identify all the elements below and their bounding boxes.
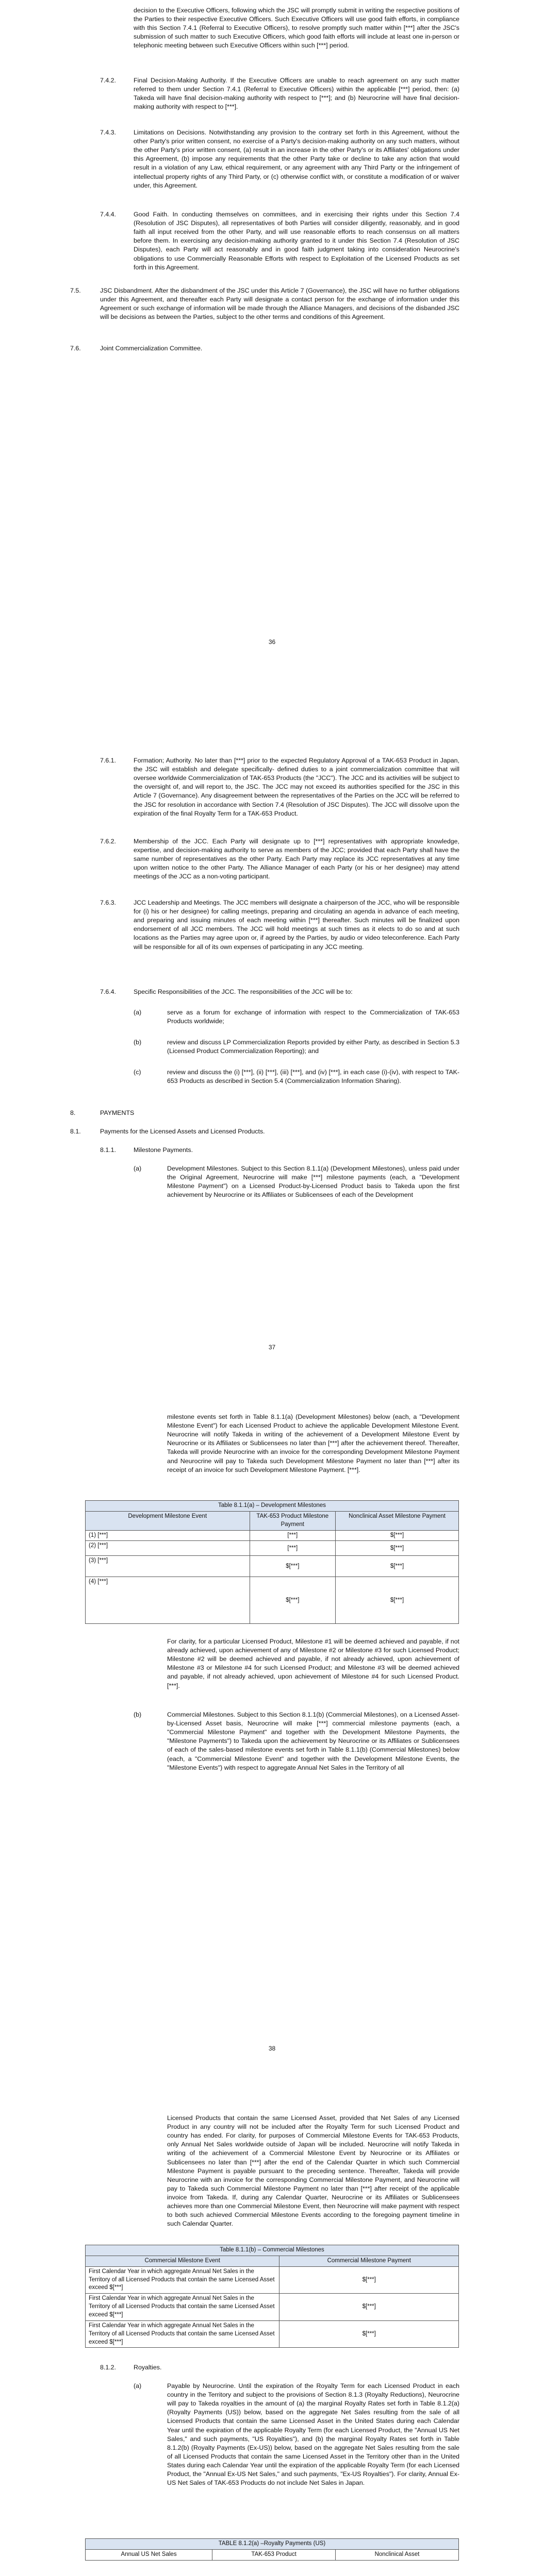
- section-7-6-2: Membership of the JCC. Each Party will designate up to [***] representatives with appropriate knowledge, expertise, and decision-making authority to serve as members of the JCC; provided that each Party shall have the same number of representatives as the other Party. Each Party may replace its JCC representatives at any time upon written notice to the other Party. The Alliance Manager of each Party (or his or her designee) may attend meetings of the JCC as a non-voting participant.: [134, 838, 459, 880]
- table-cell: $[***]: [279, 2320, 459, 2348]
- table-cell: (4) [***]: [86, 1577, 250, 1624]
- table-row: [86, 1541, 459, 1556]
- section-number: 7.6.4.: [100, 988, 117, 995]
- column-header: TAK-653 Product: [212, 2549, 336, 2560]
- table-row: [86, 1577, 459, 1624]
- section-8-1-1-b-continuation: Licensed Products that contain the same Licensed Asset, provided that Net Sales of any Licensed Product in any country will not be included after the Royalty Term for such Licensed Product and country has ended. For clarity, for purposes of Commercial Milestone Events for TAK-653 Products, only Annual Net Sales worldwide outside of Japan will be included. Neurocrine will notify Takeda in writing of the achievement of a Commercial Milestone Event by Neurocrine or its Affiliates or Sublicensees no later than [***] after the end of the Calendar Quarter in which such Commercial Milestone Payment is payable pursuant to the preceding sentence. Thereafter, Takeda will provide Neurocrine with an invoice for the corresponding Commercial Milestone Payment, and Neurocrine will pay to Takeda such Commercial Milestone Payment no later than [***] after receipt of the applicable invoice from Takeda. If, during any Calendar Quarter, Neurocrine or its Affiliates or Sublicensees achieves more than one Commercial Milestone Event, then Neurocrine will make payment with respect to both such achieved Commercial Milestone Events according to the foregoing payment timeline in such Calendar Quarter.: [167, 2114, 459, 2228]
- column-header: Nonclinical Asset: [336, 2549, 459, 2560]
- table-row: [86, 1530, 459, 1541]
- table-cell: First Calendar Year in which aggregate Annual Net Sales in the Territory of all Licensed Products that contain the same Licensed Asset exceed $[***]: [86, 2320, 279, 2348]
- column-header: TAK-653 Product Milestone Payment: [250, 1511, 336, 1530]
- table-row: [86, 2266, 459, 2294]
- item-number: (b): [134, 1711, 142, 1718]
- table-cell: $[***]: [279, 2294, 459, 2321]
- table-cell: [***]: [250, 1530, 336, 1541]
- page-number: 37: [268, 1344, 276, 1351]
- section-7-5: JSC Disbandment. After the disbandment of the JSC under this Article 7 (Governance), the JSC will have no further obligations under this Agreement, and thereafter each Party will designate a contact person for the exchange of information under this Agreement or such exchange of information will be made through the Alliance Managers, and decisions of the disbanded JSC will be decisions as between the Parties, subject to the other terms and conditions of this Agreement.: [100, 287, 459, 321]
- table-cell: (1) [***]: [86, 1530, 250, 1541]
- table-row: [86, 2320, 459, 2348]
- document-page-38: [0, 1406, 544, 2110]
- document-page-39: [0, 2110, 544, 2576]
- article-8-heading: PAYMENTS: [100, 1109, 135, 1116]
- column-header: Commercial Milestone Payment: [279, 2256, 459, 2266]
- page-number: 38: [268, 2045, 276, 2052]
- table-cell: $[***]: [336, 1541, 459, 1556]
- table-caption: Table 8.1.1(b) – Commercial Milestones: [86, 2245, 459, 2256]
- item-number: (a): [134, 1009, 142, 1016]
- section-number: 8.1.: [70, 1128, 81, 1135]
- column-header: Commercial Milestone Event: [86, 2256, 279, 2266]
- milestone-clarification: For clarity, for a particular Licensed Product, Milestone #1 will be deemed achieved and payable, if not already achieved, upon achievement of any of Milestone #2 or Milestone #3 for such Licensed Product; Milestone #2 will be deemed achieved and payable, if not already achieved, upon achievement of Milestone #3 or Milestone #4 for such Licensed Product; and Milestone #3 will be deemed achieved and payable, if not already achieved, upon achievement of Milestone #4 for such Licensed Product. [***].: [167, 1638, 459, 1689]
- section-number: 7.4.2.: [100, 77, 117, 84]
- table-cell: $[***]: [336, 1530, 459, 1541]
- section-number: 8.1.1.: [100, 1146, 117, 1154]
- table-row: [86, 1556, 459, 1577]
- section-8-1-1-heading: Milestone Payments.: [134, 1146, 193, 1154]
- section-7-4-2: Final Decision-Making Authority. If the Executive Officers are unable to reach agreement on any such matter referred to them under Section 7.4.1 (Referral to Executive Officers) within the applicable [***] period, then: (a) Takeda will have final decision-making authority with respect to [***]; and (b) Neurocrine will have final decision-making authority with respect to [***].: [134, 77, 459, 111]
- item-number: (a): [134, 2382, 142, 2389]
- document-page-37: [0, 703, 544, 1406]
- column-header: Annual US Net Sales: [86, 2549, 212, 2560]
- section-number: 7.6.3.: [100, 899, 117, 906]
- table-commercial-milestones: [85, 2245, 459, 2348]
- item-number: (c): [134, 1069, 141, 1076]
- section-7-6-heading: Joint Commercialization Committee.: [100, 345, 203, 352]
- section-number: 7.5.: [70, 287, 81, 294]
- table-cell: $[***]: [250, 1556, 336, 1577]
- document-page-36: [0, 0, 544, 703]
- section-7-4-4: Good Faith. In conducting themselves on committees, and in exercising their rights under this Section 7.4 (Resolution of JSC Disputes), all representatives of both Parties will consider diligently, reasonably, and in good faith all input received from the other Party, and will use reasonable efforts to reach consensus on all matters before them. In exercising any decision-making authority granted to it under this Section 7.4 (Resolution of JSC Disputes), each Party will act reasonably and in good faith judgment taking into consideration Neurocrine's obligations to use Commercially Reasonable Efforts with respect to Exploitation of the Licensed Products as set forth in this Agreement.: [134, 211, 459, 271]
- table-cell: $[***]: [336, 1556, 459, 1577]
- jcc-responsibility-a: serve as a forum for exchange of information with respect to the Commercialization of TAK-653 Products worldwide;: [167, 1009, 459, 1025]
- section-number: 8.: [70, 1109, 76, 1116]
- section-8-1-1-a-continuation: milestone events set forth in Table 8.1.1(a) (Development Milestones) below (each, a "Development Milestone Event") for each Licensed Product to achieve the applicable Development Milestone Event. Neurocrine will notify Takeda in writing of the achievement of a Development Milestone Event by Neurocrine or its Affiliates or Sublicensees no later than [***] after the achievement thereof. Thereafter, Takeda will provide Neurocrine with an invoice for the corresponding Development Milestone Payment and Neurocrine will pay to Takeda such Development Milestone Payment no later than [***] after its receipt of an invoice for such Development Milestone Payment. [***].: [167, 1413, 459, 1473]
- jcc-responsibility-b: review and discuss LP Commercialization Reports provided by either Party, as described in Section 5.3 (Licensed Product Commercialization Reporting); and: [167, 1039, 459, 1055]
- section-7-6-1: Formation; Authority. No later than [***] prior to the expected Regulatory Approval of a TAK-653 Product in Japan, the JSC will establish and delegate specifically- defined duties to a joint commercialization committee that will oversee worldwide Commercialization of TAK-653 Products (the "JCC"). The JCC and its activities will be subject to the oversight of, and will report to, the JSC. The JCC may not exceed its authorities specified for the JSC in this Article 7 (Governance). Any disagreement between the representatives of the Parties on the JCC will be referred to the JSC for resolution in accordance with Section 7.4 (Resolution of JSC Disputes). The JCC will dissolve upon the expiration of the final Royalty Term for a TAK-653 Product.: [134, 757, 459, 817]
- section-number: 7.4.3.: [100, 129, 117, 136]
- item-number: (a): [134, 1165, 142, 1172]
- table-cell: First Calendar Year in which aggregate Annual Net Sales in the Territory of all Licensed Products that contain the same Licensed Asset exceed $[***]: [86, 2266, 279, 2294]
- table-cell: $[***]: [250, 1577, 336, 1624]
- section-number: 7.4.4.: [100, 211, 117, 218]
- item-number: (b): [134, 1039, 142, 1046]
- section-8-1-2-a: Payable by Neurocrine. Until the expiration of the Royalty Term for each Licensed Product in each country in the Territory and subject to the provisions of Section 8.1.3 (Royalty Reductions), Neurocrine will pay to Takeda royalties in the amount of (a) the marginal Royalty Rates set forth in Table 8.1.2(a) (Royalty Payments (US)) below, based on the aggregate Net Sales resulting from the sale of all Licensed Products that contain the same Licensed Asset in the United States during each Calendar Year until the expiration of the applicable Royalty Term (for each Licensed Product, the "Annual US Net Sales," and such payments, "US Royalties"), and (b) the marginal Royalty Rates set forth in Table 8.1.2(b) (Royalty Payments (Ex-US)) below, based on the aggregate Net Sales resulting from the sale of all Licensed Products that contain the same Licensed Asset in the Territory other than in the United States during each Calendar Year until the expiration of the applicable Royalty Term (for each Licensed Product, the "Annual Ex-US Net Sales," and such payments, "Ex-US Royalties"). For clarity, Annual Ex-US Net Sales of TAK-653 Products do not include Net Sales in Japan.: [167, 2382, 459, 2487]
- table-royalty-payments-us: [85, 2538, 459, 2561]
- table-caption: Table 8.1.1(a) – Development Milestones: [86, 1501, 459, 1512]
- table-cell: [***]: [250, 1541, 336, 1556]
- table-cell: (2) [***]: [86, 1541, 250, 1556]
- section-number: 8.1.2.: [100, 2364, 117, 2371]
- section-number: 7.6.1.: [100, 757, 117, 764]
- column-header: Nonclinical Asset Milestone Payment: [336, 1511, 459, 1530]
- table-cell: $[***]: [279, 2266, 459, 2294]
- column-header: Development Milestone Event: [86, 1511, 250, 1530]
- section-number: 7.6.: [70, 345, 81, 352]
- table-caption: TABLE 8.1.2(a) –Royalty Payments (US): [86, 2539, 459, 2550]
- section-8-1-1-b: Commercial Milestones. Subject to this Section 8.1.1(b) (Commercial Milestones), on a Licensed Asset-by-Licensed Asset basis, Neurocrine will make [***] commercial milestone payments (each, a "Commercial Milestone Payment" and together with the Development Milestone Payments, the "Milestone Payments") to Takeda upon the achievement by Neurocrine or its Affiliates or Sublicensees of each of the sales-based milestone events set forth in Table 8.1.1(b) (Commercial Milestones) below (each, a "Commercial Milestone Event" and together with the Development Milestone Events, the "Milestone Events") with respect to aggregate Annual Net Sales in the Territory of all: [167, 1711, 459, 1771]
- section-number: 7.6.2.: [100, 838, 117, 845]
- section-7-6-4: Specific Responsibilities of the JCC. The responsibilities of the JCC will be to:: [134, 988, 353, 995]
- table-development-milestones: [85, 1500, 459, 1624]
- table-cell: $[***]: [336, 1577, 459, 1624]
- paragraph-7-4-1-continuation: decision to the Executive Officers, following which the JSC will promptly submit in writing the respective positions of the Parties to their respective Executive Officers. Such Executive Officers will use good faith efforts, in compliance with this Section 7.4.1 (Referral to Executive Officers), to resolve promptly such matter within [***] after the JSC's submission of such matter to such Executive Officers, which good faith efforts will include at least one in-person or telephonic meeting between such Executive Officers within such [***] period.: [134, 7, 459, 49]
- table-row: [86, 2294, 459, 2321]
- section-8-1-1-a: Development Milestones. Subject to this Section 8.1.1(a) (Development Milestones), unless paid under the Original Agreement, Neurocrine will make [***] milestone payments (each, a "Development Milestone Payment") on a Licensed Product-by-Licensed Product basis to Takeda upon the first achievement by Neurocrine or its Affiliates or Sublicensees of each of the Development: [167, 1165, 459, 1199]
- jcc-responsibility-c: review and discuss the (i) [***], (ii) [***], (iii) [***], and (iv) [***], in each case (i)-(iv), with respect to TAK-653 Products as described in Section 5.4 (Commercialization Information Sharing).: [167, 1069, 459, 1085]
- section-8-1-heading: Payments for the Licensed Assets and Licensed Products.: [100, 1128, 265, 1135]
- section-8-1-2-heading: Royalties.: [134, 2364, 162, 2371]
- table-cell: (3) [***]: [86, 1556, 250, 1577]
- section-7-6-3: JCC Leadership and Meetings. The JCC members will designate a chairperson of the JCC, who will be responsible for (i) his or her designee) for calling meetings, preparing and circulating an agenda in advance of each meeting, and preparing and issuing minutes of each meeting within [***] thereafter. Such minutes will be finalized upon endorsement of all JCC members. The JCC will hold meetings at such times as it elects to do so and at such locations as the Parties may agree upon or, if agreed by the Parties, by audio or video teleconference. Each Party will be responsible for all of its own expenses of participating in any JCC meeting.: [134, 899, 459, 951]
- table-cell: First Calendar Year in which aggregate Annual Net Sales in the Territory of all Licensed Products that contain the same Licensed Asset exceed $[***]: [86, 2294, 279, 2321]
- page-number: 36: [268, 638, 276, 646]
- section-7-4-3: Limitations on Decisions. Notwithstanding any provision to the contrary set forth in this Agreement, without the other Party's prior written consent, no exercise of a Party's decision-making authority on any such matters, without the other Party's prior written consent, (a) result in an increase in the other Party's or its Affiliates' obligations under this Agreement, (b) impose any requirements that the other Party take or decline to take any action that would result in a violation of any Law, ethical requirement, or any agreement with any Third Party or the infringement of intellectual property rights of any Third Party, or (c) otherwise conflict with, or constitute a modification of or waiver under, this Agreement.: [134, 129, 459, 189]
